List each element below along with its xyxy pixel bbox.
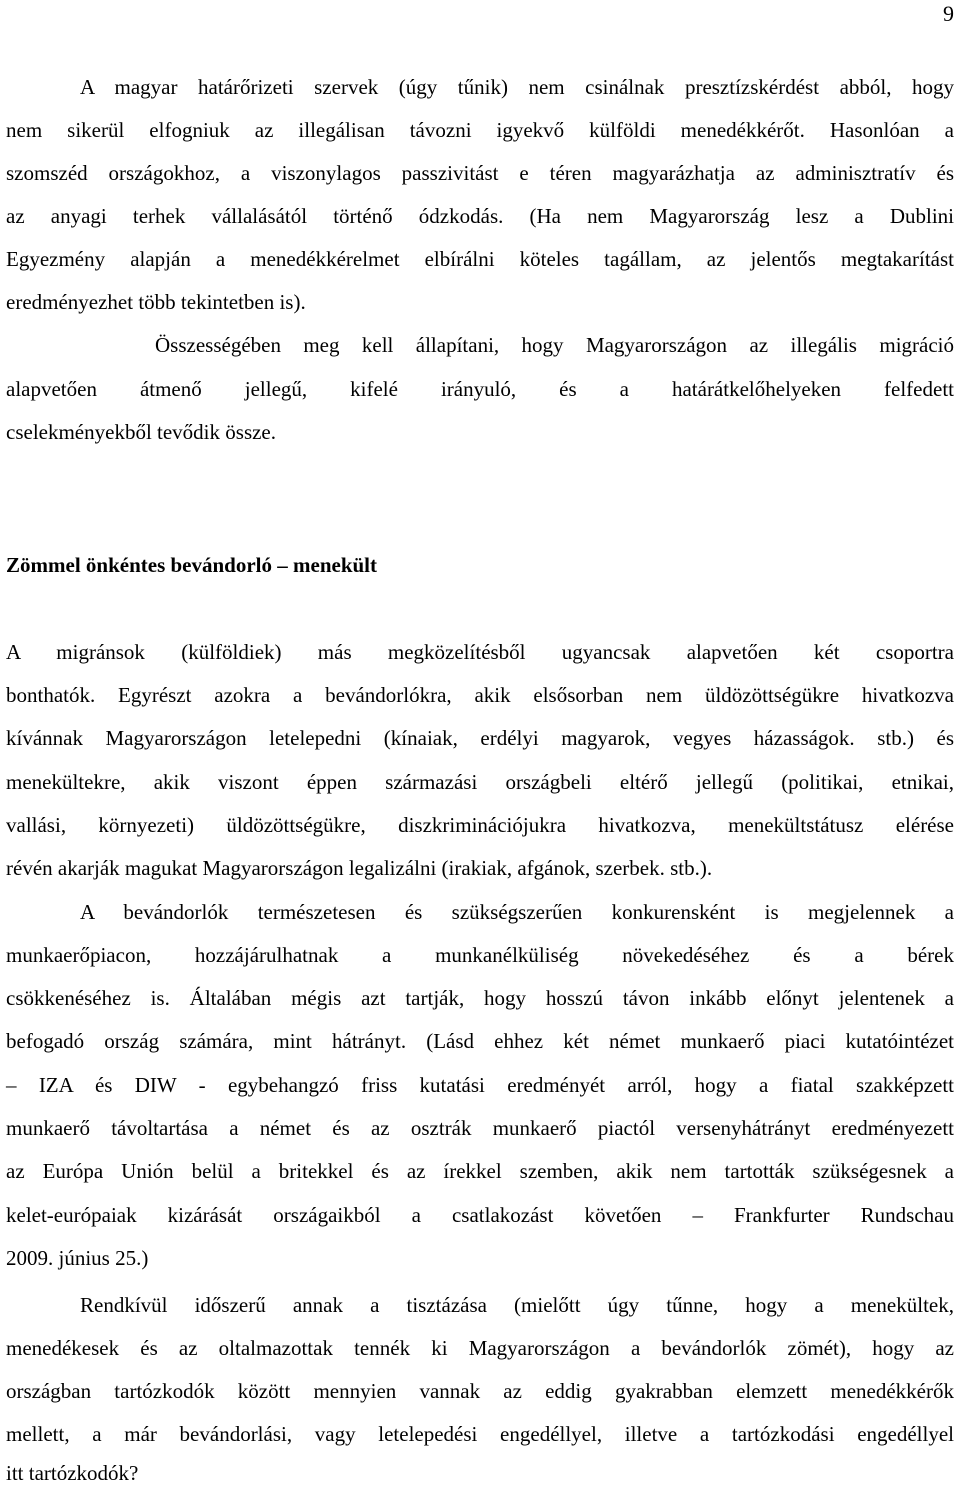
text-line: 2009. június 25.) [6,1246,149,1270]
text-line: menekültekre, akik viszont éppen származási országbeli eltérő jellegű (politikai, etnikai, [6,770,954,794]
text-line: alapvetően átmenő jellegű, kifelé irányuló, és a határátkelőhelyeken felfedett [6,377,954,401]
text-line: kelet-európaiak kizárását országaikból a csatlakozást követően – Frankfurter Rundschau [6,1203,954,1227]
text-line: csökkenéséhez is. Általában mégis azt tartják, hogy hosszú távon inkább előnyt jelentenek a [6,986,954,1010]
text-line: munkaerőpiacon, hozzájárulhatnak a munkanélküliség növekedéséhez és a bérek [6,943,954,967]
text-line: révén akarják magukat Magyarországon legalizálni (irakiak, afgánok, szerbek. stb.). [6,856,713,880]
text-line: cselekményekből tevődik össze. [6,420,277,444]
text-line: Egyezmény alapján a menedékkérelmet elbírálni köteles tagállam, az jelentős megtakarítást [6,247,954,271]
text-line: menedékesek és az oltalmazottak tennék ki Magyarországon a bevándorlók zömét), hogy az [6,1336,954,1360]
page-number: 9 [943,1,954,26]
text-line: A migránsok (külföldiek) más megközelítésből ugyancsak alapvetően két csoportra [6,640,954,664]
text-line: itt tartózkodók? [6,1461,139,1485]
text-line: mellett, a már bevándorlási, vagy letelepedési engedéllyel, illetve a tartózkodási engedéllyel [6,1422,954,1446]
text-line: Rendkívül időszerű annak a tisztázása (mielőtt úgy tűnne, hogy a menekültek, [80,1293,954,1317]
text-line: országban tartózkodók között mennyien vannak az eddig gyakrabban elemzett menedékkérők [6,1379,954,1403]
text-line: szomszéd országokhoz, a viszonylagos passzivitást e téren magyarázhatja az adminisztratív és [6,161,954,185]
text-line: befogadó ország számára, mint hátrányt. (Lásd ehhez két német munkaerő piaci kutatóintézet [6,1029,954,1053]
text-line: – IZA és DIW - egybehangzó friss kutatási eredményét arról, hogy a fiatal szakképzett [6,1073,954,1097]
text-line: eredményezhet több tekintetben is). [6,290,306,314]
text-line: A bevándorlók természetesen és szükségszerűen konkurensként is megjelennek a [80,900,954,924]
text-line: munkaerő távoltartása a német és az osztrák munkaerő piactól versenyhátrányt eredményezett [6,1116,954,1140]
text-line: vallási, környezeti) üldözöttségükre, diszkriminációjukra hivatkozva, menekültstátusz elérése [6,813,954,837]
text-line: az Európa Unión belül a britekkel és az írekkel szemben, akik nem tartották szükségesnek a [6,1159,954,1183]
text-line: nem sikerül elfogniuk az illegálisan távozni igyekvő külföldi menedékkérőt. Hasonlóan a [6,118,954,142]
text-line: A magyar határőrizeti szervek (úgy tűnik) nem csinálnak presztízskérdést abból, hogy [80,75,954,99]
text-line: az anyagi terhek vállalásától történő ódzkodás. (Ha nem Magyarország lesz a Dublini [6,204,954,228]
text-line: bonthatók. Egyrészt azokra a bevándorlókra, akik elsősorban nem üldözöttségükre hivatkozva [6,683,954,707]
section-heading: Zömmel önkéntes bevándorló – menekült [6,553,378,577]
text-line: kívánnak Magyarországon letelepedni (kínaiak, erdélyi magyarok, vegyes házasságok. stb.) és [6,726,954,750]
text-line: Összességében meg kell állapítani, hogy Magyarországon az illegális migráció [155,333,954,357]
